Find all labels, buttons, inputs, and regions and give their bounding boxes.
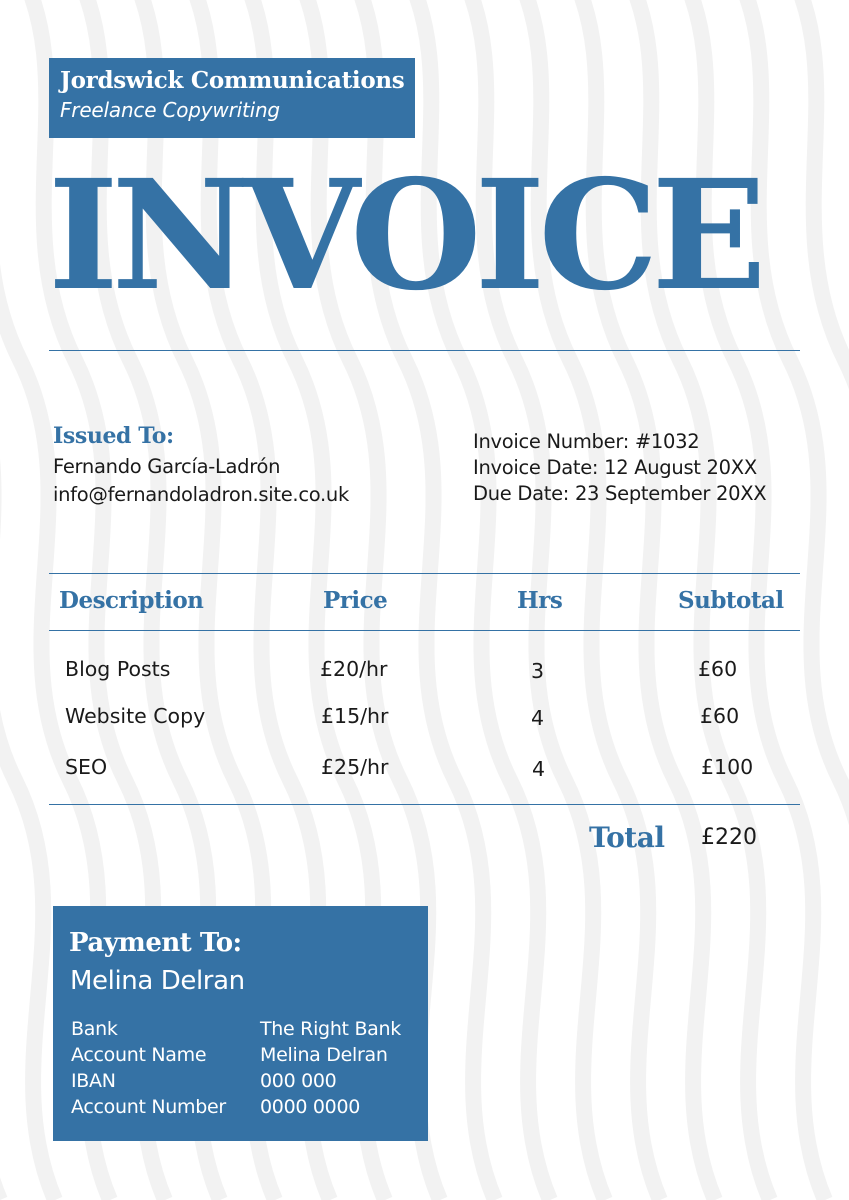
brand-tagline: Freelance Copywriting: [60, 98, 280, 122]
bank-label: Bank: [71, 1018, 118, 1040]
bank-value: The Right Bank: [260, 1018, 401, 1040]
column-header-hrs: Hrs: [517, 587, 563, 614]
row-price: £20/hr: [320, 657, 388, 681]
column-header-price: Price: [323, 587, 388, 614]
payment-to-label: Payment To:: [69, 928, 242, 958]
brand-name: Jordswick Communications: [60, 67, 405, 94]
row-price: £15/hr: [321, 704, 389, 728]
issued-to-label: Issued To:: [53, 423, 174, 449]
account-name-label: Account Name: [71, 1044, 207, 1066]
row-subtotal: £100: [701, 755, 754, 779]
column-header-description: Description: [59, 587, 204, 614]
row-subtotal: £60: [700, 704, 740, 728]
client-email: info@fernandoladron.site.co.uk: [53, 483, 349, 506]
total-value: £220: [701, 825, 757, 850]
row-subtotal: £60: [698, 657, 738, 681]
payment-box: [53, 906, 428, 1141]
invoice-number: Invoice Number: #1032: [473, 430, 700, 453]
row-hrs: 4: [532, 757, 546, 781]
row-description: SEO: [65, 755, 108, 779]
client-name: Fernando García-Ladrón: [53, 455, 281, 478]
row-hrs: 4: [531, 706, 545, 730]
row-description: Blog Posts: [65, 657, 171, 681]
table-top-rule: [49, 573, 800, 574]
account-number-label: Account Number: [71, 1096, 226, 1118]
account-number-value: 0000 0000: [260, 1096, 361, 1118]
title-divider: [49, 350, 800, 351]
total-label: Total: [589, 821, 665, 854]
brand-box: [49, 58, 415, 138]
table-header-rule: [49, 630, 800, 631]
row-price: £25/hr: [321, 755, 389, 779]
row-hrs: 3: [531, 659, 545, 683]
column-header-subtotal: Subtotal: [678, 587, 784, 614]
invoice-date: Invoice Date: 12 August 20XX: [473, 456, 757, 479]
table-bottom-rule: [49, 804, 800, 805]
row-description: Website Copy: [65, 704, 206, 728]
iban-value: 000 000: [260, 1070, 337, 1092]
iban-label: IBAN: [71, 1070, 116, 1092]
payee-name: Melina Delran: [70, 966, 245, 996]
account-name-value: Melina Delran: [260, 1044, 388, 1066]
invoice-title: INVOICE: [48, 146, 760, 324]
due-date: Due Date: 23 September 20XX: [473, 482, 767, 505]
